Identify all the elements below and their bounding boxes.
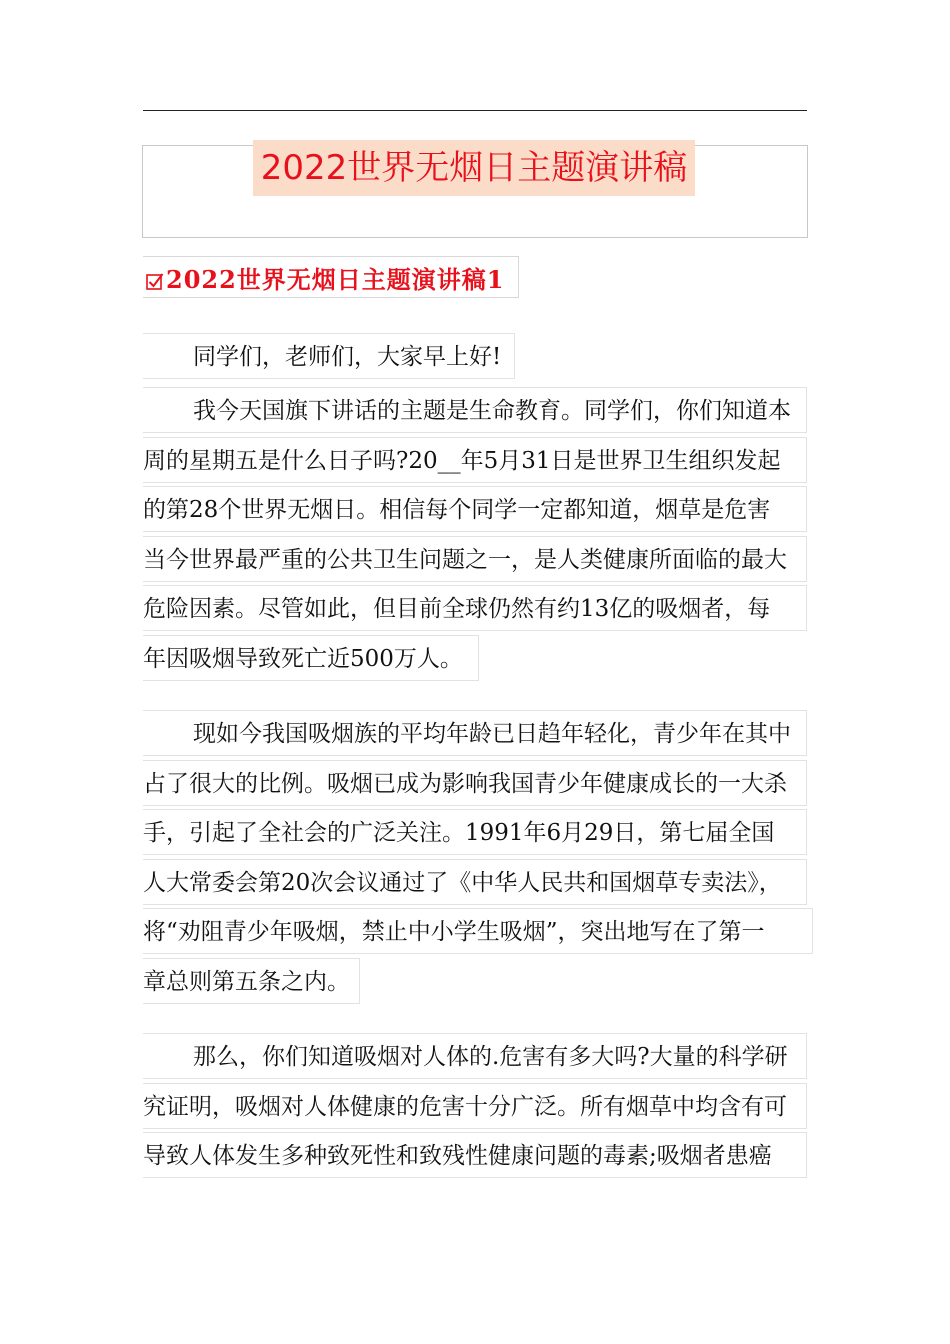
paragraph-3-line-5: 将“劝阻青少年吸烟，禁止中小学生吸烟”，突出地写在了第一 xyxy=(143,908,813,954)
paragraph-2-line-4: 当今世界最严重的公共卫生问题之一，是人类健康所面临的最大 xyxy=(143,536,807,582)
header-rule xyxy=(143,110,807,111)
document-title: 2022世界无烟日主题演讲稿 xyxy=(253,140,695,196)
paragraph-4-line-3: 导致人体发生多种致死性和致残性健康问题的毒素;吸烟者患癌 xyxy=(143,1132,807,1178)
paragraph-4-line-2: 究证明，吸烟对人体健康的危害十分广泛。所有烟草中均含有可 xyxy=(143,1083,807,1129)
checkbox-checked-icon xyxy=(146,272,164,290)
paragraph-2-line-5: 危险因素。尽管如此，但目前全球仍然有约13亿的吸烟者，每 xyxy=(143,585,807,631)
paragraph-3-line-1: 现如今我国吸烟族的平均年龄已日趋年轻化，青少年在其中 xyxy=(143,710,807,756)
paragraph-2-line-1: 我今天国旗下讲话的主题是生命教育。同学们，你们知道本 xyxy=(143,387,807,433)
paragraph-2-line-2: 周的星期五是什么日子吗?20__年5月31日是世界卫生组织发起 xyxy=(143,437,807,483)
paragraph-3-line-6: 章总则第五条之内。 xyxy=(143,958,360,1004)
paragraph-3-line-2: 占了很大的比例。吸烟已成为影响我国青少年健康成长的一大杀 xyxy=(143,760,807,806)
paragraph-2-line-3: 的第28个世界无烟日。相信每个同学一定都知道，烟草是危害 xyxy=(143,486,807,532)
paragraph-1-line-1: 同学们，老师们，大家早上好! xyxy=(143,333,515,379)
section-heading-text: 2022世界无烟日主题演讲稿1 xyxy=(166,264,505,294)
paragraph-2-line-6: 年因吸烟导致死亡近500万人。 xyxy=(143,635,479,681)
section-heading xyxy=(143,256,519,298)
paragraph-4-line-1: 那么，你们知道吸烟对人体的.危害有多大吗?大量的科学研 xyxy=(143,1033,807,1079)
paragraph-3-line-3: 手，引起了全社会的广泛关注。1991年6月29日，第七届全国 xyxy=(143,809,807,855)
paragraph-3-line-4: 人大常委会第20次会议通过了《中华人民共和国烟草专卖法》， xyxy=(143,859,807,905)
